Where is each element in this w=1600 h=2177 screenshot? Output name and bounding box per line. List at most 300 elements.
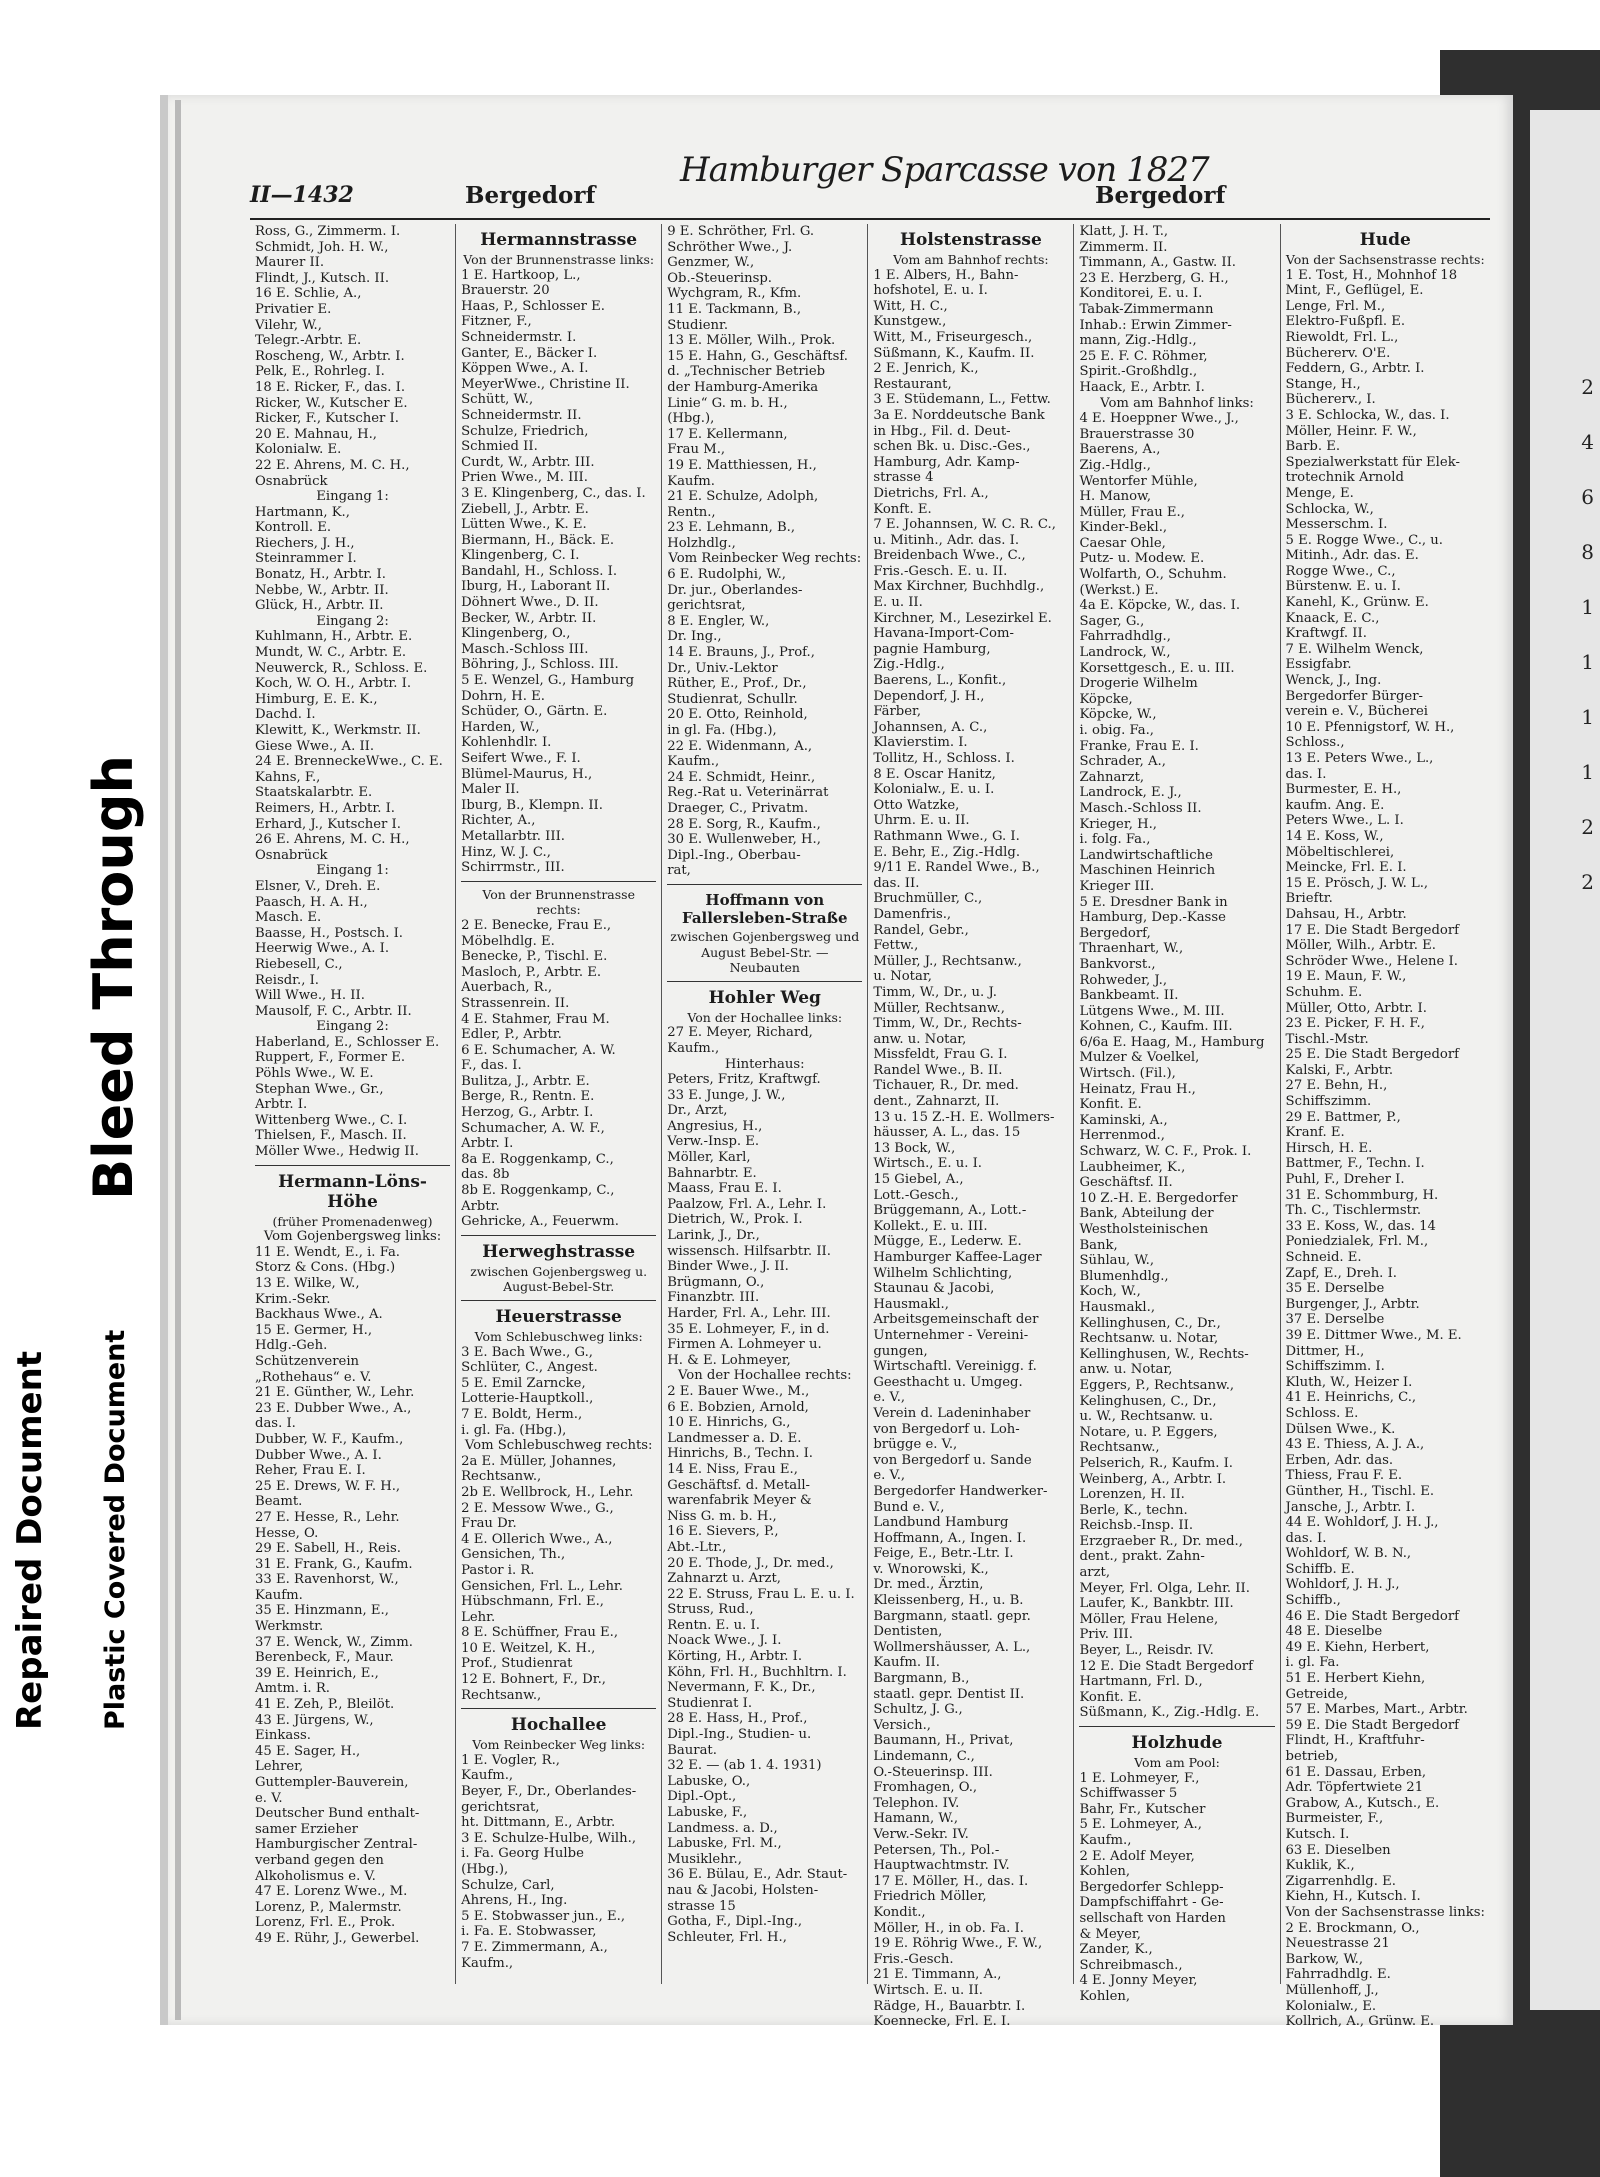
directory-entry: Dependorf, J. H., (873, 688, 985, 704)
directory-entry: Verein d. Ladeninhaber (873, 1405, 1031, 1421)
directory-entry: Wirtsch. E. u. II. (873, 1982, 984, 1998)
directory-entry: Nebbe, W., Arbtr. II. (255, 582, 389, 598)
directory-entry: hofshotel, E. u. I. (873, 283, 988, 299)
directory-entry: Giese Wwe., A. II. (255, 738, 375, 754)
directory-entry: Bank, Abteilung der (1079, 1206, 1214, 1222)
directory-entry: Reimers, H., Arbtr. I. (255, 800, 395, 816)
directory-entry: Schützenverein (255, 1353, 360, 1369)
directory-entry: 6 E. Schumacher, A. W. (461, 1042, 616, 1058)
directory-entry: Hinrichs, B., Techn. I. (667, 1446, 813, 1462)
directory-entry: Kanehl, K., Grünw. E. (1285, 595, 1429, 611)
directory-entry: 44 E. Wohldorf, J. H. J., (1285, 1515, 1439, 1531)
directory-entry: 9/11 E. Randel Wwe., B., (873, 860, 1040, 876)
directory-entry: Kranf. E. (1285, 1125, 1345, 1141)
street-heading: Hermann-Löns-Höhe (278, 1171, 427, 1212)
directory-entry: Niss G. m. b. H., (667, 1508, 777, 1524)
directory-entry: Richter, A., (461, 813, 536, 829)
directory-entry: Klewitt, K., Werkmstr. II. (255, 723, 421, 738)
directory-entry: Kuklik, K., (1285, 1858, 1355, 1874)
directory-entry: 48 E. Dieselbe (1285, 1624, 1383, 1640)
directory-entry: Ricker, W., Kutscher E. (255, 395, 408, 411)
directory-entry: Müller, Otto, Arbtr. I. (1285, 1000, 1427, 1016)
page-header (250, 150, 1490, 220)
directory-entry: Baerens, A., (1079, 442, 1161, 458)
directory-entry: Landrock, E. J., (1079, 785, 1182, 801)
directory-entry: Schiffwasser 5 (1079, 1786, 1178, 1802)
directory-entry: Benecke, P., Tischl. E. (461, 949, 608, 965)
directory-entry: Köpcke, (1079, 691, 1133, 707)
directory-entry: Masloch, P., Arbtr. E. (461, 964, 602, 980)
directory-entry: Herzog, G., Arbtr. I. (461, 1105, 594, 1121)
directory-entry: Th. C., Tischlermstr. (1285, 1203, 1422, 1219)
directory-entry: Holzhdlg., (667, 535, 736, 551)
directory-entry: Büchererv., I. (1285, 392, 1376, 408)
directory-entry: Kaufm., (461, 1768, 514, 1784)
directory-entry: Baerens, L., Konfit., (873, 673, 1007, 689)
directory-entry: gerichtsrat, (667, 598, 746, 614)
directory-entry: i. gl. Fa. (Hbg.), (461, 1422, 567, 1438)
directory-entry: arzt, (1079, 1565, 1111, 1581)
directory-entry: Baurat. (667, 1742, 717, 1758)
directory-entry: Kiehn, H., Kutsch. I. (1285, 1889, 1421, 1905)
directory-entry: Hoffmann, A., Ingen. I. (873, 1530, 1027, 1546)
directory-entry: Deutscher Bund enthalt- (255, 1806, 420, 1822)
directory-entry: Otto Watzke, (873, 797, 960, 813)
directory-entry: Rädge, H., Bauarbtr. I. (873, 1998, 1026, 2014)
directory-entry: Petersen, Th., Pol.- (873, 1842, 1000, 1858)
directory-entry: Kolonialw. E. (255, 442, 342, 458)
directory-entry: u. Mitinh., Adr. das. I. (873, 532, 1020, 548)
directory-entry: Vom Schlebuschweg rechts: (464, 1438, 653, 1454)
directory-entry: 19 E. Matthiessen, H., (667, 457, 817, 473)
directory-entry: mann, Zig.-Hdlg., (1079, 333, 1197, 349)
directory-entry: 19 E. Maun, F. W., (1285, 969, 1407, 985)
directory-entry: Von der Sachsenstrasse links: (1285, 1904, 1485, 1920)
directory-entry: Verw.-Sekr. IV. (873, 1826, 969, 1842)
directory-entry: 35 E. Hinzmann, E., (255, 1603, 389, 1619)
directory-entry: Rüther, E., Prof., Dr., (667, 676, 807, 692)
street-heading: Hermannstrasse (480, 230, 638, 250)
directory-entry: Blümel-Maurus, H., (461, 766, 593, 782)
edge-char: 1 (1581, 650, 1594, 674)
directory-entry: Klingenberg, C. I. (461, 548, 580, 564)
directory-entry: 13 E. Möller, Wilh., Prok. (667, 333, 836, 349)
directory-entry: Ganter, E., Bäcker I. (461, 345, 598, 361)
page-binding-edge (175, 100, 181, 2020)
directory-entry: Schiffb., (1285, 1593, 1341, 1609)
directory-entry: Genzmer, W., (667, 255, 755, 271)
directory-entry: Süßmann, K., Zig.-Hdlg. E. (1079, 1705, 1260, 1721)
directory-entry: 2 E. Benecke, Frau E., (461, 917, 612, 933)
directory-entry: Messerschm. I. (1285, 517, 1388, 533)
directory-entry: Kellinghusen, C., Dr., (1079, 1315, 1221, 1331)
directory-entry: Laubheimer, K., (1079, 1159, 1186, 1175)
directory-entry: 6 E. Bobzien, Arnold, (667, 1399, 809, 1415)
directory-entry: Rechtsanw., (461, 1687, 542, 1703)
directory-entry: Schneidermstr. I. (461, 329, 577, 345)
plastic-covered-label: Plastic Covered Document (100, 1329, 131, 1730)
directory-entry: betrieb, (1285, 1749, 1339, 1764)
directory-entry: Kutsch. I. (1285, 1826, 1350, 1842)
directory-entry: gungen, (873, 1343, 928, 1359)
directory-entry: 31 E. Frank, G., Kaufm. (255, 1556, 413, 1572)
directory-entry: 28 E. Hass, H., Prof., (667, 1711, 808, 1727)
directory-entry: Kaufm. (667, 473, 716, 489)
directory-entry: Dittmer, H., (1285, 1343, 1365, 1359)
directory-entry: Kaufm., (461, 1955, 514, 1971)
directory-entry: Ziebell, J., Arbtr. E. (461, 501, 589, 517)
directory-entry: 3a E. Norddeutsche Bank (873, 407, 1045, 423)
directory-entry: Riewoldt, Frl. L., (1285, 329, 1399, 345)
directory-entry: Ahrens, H., Ing. (461, 1893, 568, 1909)
directory-entry: kaufm. Ang. E. (1285, 797, 1385, 813)
edge-char: 2 (1581, 870, 1594, 894)
directory-entry: Möller Wwe., Hedwig II. (255, 1144, 419, 1160)
section-divider (461, 1300, 656, 1301)
directory-entry: Rohweder, J., (1079, 972, 1168, 988)
directory-entry: Kalski, F., Arbtr. (1285, 1062, 1394, 1078)
directory-entry: Schütt, W., (461, 392, 534, 408)
directory-entry: Kaufm., (667, 1040, 720, 1056)
directory-entry: Werkmstr. (255, 1619, 324, 1635)
directory-entry: Körting, H., Arbtr. I. (667, 1649, 803, 1665)
directory-entry: 4a E. Köpcke, W., das. I. (1079, 598, 1241, 614)
directory-entry: Thraenhart, W., (1079, 941, 1184, 957)
directory-entry: Damenfris., (873, 906, 952, 922)
directory-entry: Döhnert Wwe., D. II. (461, 595, 599, 611)
directory-entry: Landmess. a. D., (667, 1820, 778, 1836)
directory-entry: Erben, Adr. das. (1285, 1452, 1394, 1468)
directory-entry: Bürstenw. E. u. I. (1285, 579, 1401, 595)
directory-entry: von Bergedorf u. Loh- (873, 1421, 1020, 1437)
directory-entry: Dipl.-Ing., Studien- u. (667, 1727, 812, 1743)
section-divider (461, 881, 656, 882)
directory-entry: 7 E. Johannsen, W. C. R. C., (873, 517, 1056, 533)
directory-entry: 43 E. Jürgens, W., (255, 1712, 374, 1728)
directory-entry: Rentn., (667, 504, 716, 520)
directory-entry: Arbeitsgemeinschaft der (873, 1312, 1039, 1328)
directory-entry: 3 E. Schlocka, W., das. I. (1285, 407, 1450, 423)
directory-entry: Dr. Ing., (667, 629, 722, 645)
directory-entry: Dubber, W. F., Kaufm., (255, 1431, 404, 1447)
street-subheading: Von der Hochallee links: (687, 1009, 843, 1025)
directory-entry: der Hamburg-Amerika (667, 379, 819, 395)
directory-entry: Koennecke, Frl. E. I. (873, 2014, 1011, 2030)
directory-entry: 17 E. Die Stadt Bergedorf (1285, 922, 1460, 938)
directory-entry: Ruppert, F., Former E. (255, 1050, 406, 1066)
directory-entry: Dahsau, H., Arbtr. (1285, 906, 1407, 922)
directory-entry: 8 E. Oscar Hanitz, (873, 766, 996, 782)
directory-entry: 3 E. Schulze-Hulbe, Wilh., (461, 1830, 637, 1846)
directory-columns (250, 224, 1490, 2030)
directory-entry: Eingang 1: (316, 863, 389, 879)
directory-entry: Kelinghusen, C., Dr., (1079, 1393, 1217, 1409)
directory-entry: Bankbeamt. II. (1079, 988, 1179, 1004)
directory-entry: 10 E. Pfennigstorf, W. H., (1285, 719, 1455, 735)
directory-entry: Zig.-Hdlg., (873, 657, 945, 673)
directory-entry: anw. u. Notar, (1079, 1362, 1173, 1378)
directory-entry: 3 E. Klingenberg, C., das. I. (461, 485, 646, 501)
directory-entry: & Meyer, (1079, 1926, 1141, 1942)
directory-entry: 8 E. Schüffner, Frau E., (461, 1625, 619, 1641)
directory-entry: Beyer, L., Reisdr. IV. (1079, 1643, 1214, 1659)
directory-entry: Steinrammer I. (255, 551, 357, 567)
directory-entry: Flindt, J., Kutsch. II. (255, 270, 390, 286)
edge-char: 4 (1581, 430, 1594, 454)
header-rule (250, 218, 1490, 220)
directory-entry: Kontroll. E. (255, 520, 332, 536)
directory-entry: dent., Zahnarzt, II. (873, 1094, 1000, 1110)
directory-entry: Ross, G., Zimmerm. I. (255, 224, 401, 239)
sparcasse-logo: Hamburger Sparcasse von 1827 (680, 150, 1209, 190)
directory-entry: Labuske, O., (667, 1773, 751, 1789)
directory-entry: Meyer, Frl. Olga, Lehr. II. (1079, 1580, 1250, 1596)
directory-entry: 1 E. Lohmeyer, F., (1079, 1770, 1200, 1786)
directory-entry: Pelk, E., Rohrleg. I. (255, 364, 385, 380)
directory-entry: Caesar Ohle, (1079, 535, 1166, 551)
directory-entry: Unternehmer - Vereini- (873, 1327, 1029, 1343)
directory-entry: Reher, Frau E. I. (255, 1463, 366, 1479)
directory-entry: Kaufm. (255, 1587, 303, 1603)
directory-entry: Draeger, C., Privatm. (667, 800, 809, 816)
directory-entry: 11 E. Tackmann, B., (667, 301, 802, 317)
directory-entry: Westholsteinischen (1079, 1222, 1209, 1237)
directory-entry: Krim.-Sekr. (255, 1291, 331, 1307)
directory-entry: 7 E. Wilhelm Wenck, (1285, 641, 1424, 657)
directory-entry: v. Wnorowski, K., (873, 1561, 989, 1577)
directory-entry: Lehr. (461, 1609, 496, 1625)
directory-entry: Seifert Wwe., F. I. (461, 751, 581, 766)
directory-entry: Kolonialw., E. (1285, 1998, 1377, 2014)
directory-entry: Blumenhdlg., (1079, 1268, 1169, 1284)
directory-entry: Korsettgesch., E. u. III. (1079, 660, 1235, 676)
directory-entry: Larink, J., Dr., (667, 1228, 760, 1244)
directory-entry: Rathmann Wwe., G. I. (873, 828, 1020, 844)
directory-entry: 5 E. Rogge Wwe., C., u. (1285, 532, 1443, 548)
directory-entry: Schröder Wwe., Helene I. (1285, 953, 1458, 969)
directory-entry: 27 E. Meyer, Richard, (667, 1025, 813, 1041)
directory-entry: Gensichen, Frl. L., Lehr. (461, 1578, 623, 1594)
directory-entry: in Hbg., Fil. d. Deut- (873, 423, 1011, 439)
directory-entry: Brauerstr. 20 (461, 283, 550, 299)
directory-entry: Metallarbtr. III. (461, 828, 565, 844)
directory-entry: Kellinghusen, W., Rechts- (1079, 1346, 1249, 1362)
street-heading: Hoffmann von Fallersleben-Straße (681, 890, 848, 927)
directory-entry: Dr. med., Ärztin, (873, 1577, 984, 1593)
directory-entry: Neuwerck, R., Schloss. E. (255, 660, 428, 676)
directory-entry: Zander, K., (1079, 1942, 1153, 1958)
directory-entry: Möbelhdlg. E. (461, 933, 555, 949)
directory-entry: Heinatz, Frau H., (1079, 1081, 1196, 1097)
directory-entry: 2 E. Jenrich, K., (873, 361, 979, 377)
directory-entry: 13 E. Peters Wwe., L., (1285, 751, 1434, 766)
directory-entry: Arbtr. I. (255, 1097, 308, 1113)
directory-entry: Paasch, H. A. H., (255, 894, 368, 910)
directory-entry: Roscheng, W., Arbtr. I. (255, 348, 405, 364)
directory-entry: Vom am Bahnhof links: (1100, 395, 1254, 411)
directory-entry: 21 E. Schulze, Adolph, (667, 489, 819, 505)
directory-entry: das. I. (1285, 766, 1327, 782)
directory-entry: Lott.-Gesch., (873, 1187, 959, 1203)
directory-entry: Günther, H., Tischl. E. (1285, 1483, 1435, 1499)
directory-entry: Schwarz, W. C. F., Prok. I. (1079, 1144, 1252, 1160)
directory-entry: Curdt, W., Arbtr. III. (461, 454, 595, 470)
directory-entry: Koch, W. O. H., Arbtr. I. (255, 676, 412, 692)
directory-entry: Berge, R., Rentn. E. (461, 1089, 595, 1105)
directory-entry: Himburg, E. E. K., (255, 691, 378, 707)
section-divider (461, 1235, 656, 1236)
directory-entry: Klingenberg, O., (461, 626, 571, 642)
directory-entry: Puhl, F., Dreher I. (1285, 1172, 1405, 1188)
directory-entry: 11 E. Wendt, E., i. Fa. (255, 1244, 400, 1260)
directory-entry: 33 E. Koss, W., das. 14 (1285, 1218, 1436, 1234)
directory-entry: Spirit.-Großhdlg., (1079, 364, 1198, 380)
directory-entry: 10 E. Weitzel, K. H., (461, 1640, 596, 1656)
directory-entry: Wohldorf, J. H. J., (1285, 1577, 1400, 1593)
directory-entry: Bankvorst., (1079, 956, 1156, 972)
directory-entry: 26 E. Ahrens, M. C. H., (255, 832, 410, 848)
directory-entry: Uhrm. E. u. II. (873, 813, 970, 829)
directory-entry: Schneidermstr. II. (461, 407, 582, 423)
directory-entry: Süßmann, K., Kaufm. II. (873, 345, 1035, 361)
section-divider (255, 1165, 450, 1166)
directory-entry: Stephan Wwe., Gr., (255, 1081, 384, 1097)
directory-entry: Burgenger, J., Arbtr. (1285, 1296, 1420, 1312)
directory-entry: Telegr.-Arbtr. E. (255, 333, 362, 349)
directory-entry: Gotha, F., Dipl.-Ing., (667, 1914, 803, 1930)
directory-column-1 (250, 224, 455, 1984)
directory-entry: i. Fa. E. Stobwasser, (461, 1924, 597, 1940)
directory-entry: Rogge Wwe., C., (1285, 563, 1396, 579)
directory-entry: Fettw., (873, 938, 919, 954)
directory-entry: Dietrich, W., Prok. I. (667, 1212, 803, 1228)
directory-entry: Hartmann, K., (255, 504, 350, 520)
street-heading: Herweghstrasse (482, 1241, 636, 1262)
directory-entry: pagnie Hamburg, (873, 641, 991, 657)
directory-entry: Nevermann, F. K., Dr., (667, 1680, 816, 1696)
directory-entry: Becker, W., Arbtr. II. (461, 610, 597, 626)
directory-entry: Schiffszimm. (1285, 1094, 1372, 1110)
street-subheading: zwischen Gojenbergsweg u. August-Bebel-Str. (470, 1263, 648, 1295)
directory-entry: Schmied II. (461, 439, 538, 455)
directory-entry: Bargmann, B., (873, 1671, 970, 1687)
directory-entry: Konft. E. (873, 501, 932, 517)
directory-entry: Hamburger Kaffee-Lager (873, 1250, 1042, 1265)
directory-entry: Fris.-Gesch. (873, 1951, 954, 1967)
directory-entry: 33 E. Ravenhorst, W., (255, 1572, 399, 1588)
directory-entry: 12 E. Bohnert, F., Dr., (461, 1672, 606, 1688)
directory-entry: Missfeldt, Frau G. I. (873, 1047, 1008, 1063)
directory-entry: Vilehr, W., (255, 317, 322, 333)
directory-entry: Masch. E. (255, 910, 322, 926)
edge-char: 6 (1581, 485, 1594, 509)
directory-entry: 5 E. Dresdner Bank in (1079, 894, 1228, 910)
directory-entry: Adr. Töpfertwiete 21 (1285, 1780, 1424, 1796)
directory-entry: Schumacher, A. W. F., (461, 1120, 605, 1136)
directory-entry: e. V., (873, 1468, 906, 1484)
directory-entry: Kaufm., (667, 754, 720, 770)
directory-entry: Labuske, Frl. M., (667, 1836, 782, 1852)
directory-entry: MeyerWwe., Christine II. (461, 376, 630, 392)
directory-entry: Schmidt, Joh. H. W., (255, 239, 389, 255)
directory-entry: Dentisten, (873, 1624, 943, 1640)
directory-entry: Witt, H. C., (873, 298, 948, 314)
directory-entry: Fahrradhdlg., (1079, 629, 1171, 645)
directory-entry: Tabak-Zimmermann (1079, 301, 1214, 317)
street-heading: Hohler Weg (708, 987, 821, 1008)
directory-entry: das. 8b (461, 1167, 510, 1183)
directory-entry: Pastor i. R. (461, 1562, 535, 1578)
directory-entry: Studienrat I. (667, 1695, 753, 1711)
directory-entry: Privatier E. (255, 301, 332, 317)
directory-entry: Beyer, F., Dr., Oberlandes- (461, 1784, 637, 1800)
directory-entry: Hamann, W., (873, 1811, 959, 1827)
directory-entry: 49 E. Rühr, J., Gewerbel. (255, 1930, 420, 1946)
directory-entry: Schirrmstr., III. (461, 860, 565, 876)
directory-entry: Koch, W., (1079, 1284, 1141, 1300)
directory-entry: 15 E. Prösch, J. W. L., (1285, 875, 1429, 891)
street-subheading: Vom Reinbecker Weg links: (472, 1737, 646, 1753)
directory-entry: Möbeltischlerei, (1285, 844, 1395, 860)
directory-entry: Krieger, H., (1079, 816, 1157, 832)
directory-entry: 1 E. Vogler, R., (461, 1752, 560, 1768)
directory-entry: Hartmann, Frl. D., (1079, 1674, 1203, 1690)
directory-entry: Guttempler-Bauverein, (255, 1775, 409, 1790)
directory-entry: Dachd. I. (255, 707, 316, 723)
directory-entry: 23 E. Dubber Wwe., A., (255, 1400, 412, 1416)
directory-entry: 30 E. Wullenweber, H., (667, 832, 821, 848)
directory-entry: Meincke, Frl. E. I. (1285, 860, 1407, 876)
directory-entry: gerichtsrat, (461, 1799, 540, 1815)
directory-entry: Schulze, Friedrich, (461, 423, 589, 439)
directory-entry: Strassenrein. II. (461, 995, 570, 1011)
directory-entry: O.-Steuerinsp. III. (873, 1764, 993, 1780)
directory-entry: 24 E. BrenneckeWwe., C. E. (255, 754, 443, 770)
directory-entry: Menge, E. (1285, 485, 1354, 501)
directory-entry: 16 E. Sievers, P., (667, 1524, 779, 1540)
directory-entry: wissensch. Hilfsarbtr. II. (667, 1243, 831, 1259)
directory-entry: 22 E. Struss, Frau L. E. u. I. (667, 1586, 855, 1602)
directory-entry: d. „Technischer Betrieb (667, 364, 826, 380)
street-subheading: Vom Schlebuschweg links: (474, 1329, 643, 1344)
directory-entry: Klavierstim. I. (873, 735, 968, 751)
directory-entry: Dohrn, H. E. (461, 688, 545, 704)
directory-entry: 12 E. Die Stadt Bergedorf (1079, 1658, 1253, 1674)
directory-entry: Möller, Heinr. F. W., (1285, 423, 1417, 439)
directory-entry: Haas, P., Schlosser E. (461, 298, 605, 314)
directory-entry: Jansche, J., Arbtr. I. (1285, 1499, 1416, 1515)
directory-entry: Von der Hochallee rechts: (677, 1368, 852, 1384)
directory-entry: Finanzbtr. III. (667, 1290, 760, 1306)
directory-entry: Knaack, E. C., (1285, 610, 1380, 626)
directory-entry: Bahr, Fr., Kutscher (1079, 1801, 1206, 1817)
directory-entry: Kraftwgf. II. (1285, 626, 1367, 642)
directory-entry: 4 E. Ollerich Wwe., A., (461, 1531, 613, 1547)
directory-entry: Barb. E. (1285, 439, 1341, 455)
directory-entry: Priv. III. (1079, 1627, 1133, 1643)
directory-entry: Wirtsch. (Fil.), (1079, 1066, 1176, 1082)
directory-entry: Studienrat, Schullr. (667, 691, 798, 707)
directory-entry: Rechtsanw., (461, 1469, 542, 1485)
directory-entry: Timm, W., Dr., u. J. (873, 984, 997, 1000)
directory-entry: Fahrradhdlg. E. (1285, 1967, 1391, 1983)
directory-entry: Schlocka, W., (1285, 501, 1374, 517)
directory-entry: 39 E. Heinrich, E., (255, 1665, 379, 1681)
directory-entry: Müller, J., Rechtsanw., (873, 953, 1022, 969)
directory-entry: 4 E. Jonny Meyer, (1079, 1973, 1198, 1989)
directory-entry: Berenbeck, F., Maur. (255, 1650, 394, 1666)
directory-entry: 14 E. Brauns, J., Prof., (667, 645, 815, 661)
